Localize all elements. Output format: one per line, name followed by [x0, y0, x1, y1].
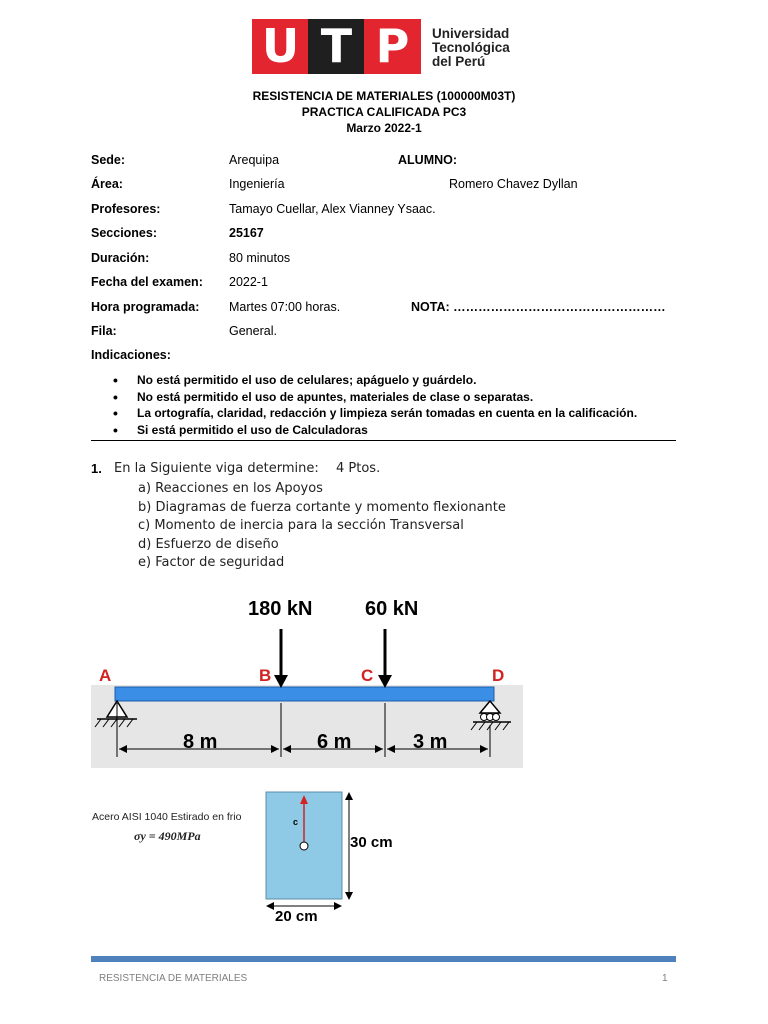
width-arrow-right: [334, 902, 342, 910]
beam-diagram: [91, 585, 523, 768]
duracion-label: Duración:: [91, 251, 150, 265]
question-item-d: d) Esfuerzo de diseño: [138, 537, 279, 552]
load-c-label: 60 kN: [365, 598, 419, 620]
span-bc-label: 6 m: [317, 731, 352, 753]
beam: [115, 687, 494, 701]
logo-text-line-2: Tecnológica: [432, 40, 510, 55]
area-label: Área:: [91, 177, 123, 191]
logo-university-name: [432, 27, 510, 69]
indicaciones-list: [113, 373, 637, 439]
footer-course: RESISTENCIA DE MATERIALES: [99, 973, 248, 984]
logo-letter-u: U: [252, 19, 309, 74]
question-item-a: a) Reacciones en los Apoyos: [138, 481, 323, 496]
logo-text-line-3: del Perú: [432, 54, 486, 69]
material-label: Acero AISI 1040 Estirado en frio: [92, 811, 242, 823]
width-label: 20 cm: [275, 908, 318, 925]
height-arrow-bottom: [345, 892, 353, 900]
load-arrow-b: [274, 629, 288, 688]
indicaciones-label: Indicaciones:: [91, 348, 171, 362]
sede-label: Sede:: [91, 153, 126, 167]
point-d-label: D: [492, 666, 505, 685]
nota-label: NOTA: ……………………………………………: [411, 300, 666, 314]
divider: [91, 440, 676, 441]
point-b-label: B: [259, 666, 272, 685]
width-arrow-left: [266, 902, 274, 910]
alumno-label: ALUMNO:: [398, 153, 458, 167]
cross-section-diagram: [258, 788, 408, 928]
alumno-value: Romero Chavez Dyllan: [449, 177, 578, 191]
height-label: 30 cm: [350, 834, 393, 851]
question-item-c: c) Momento de inercia para la sección Transversal: [138, 518, 464, 533]
indicacion-item: • No está permitido el uso de apuntes, materiales de clase o separatas.: [113, 390, 637, 407]
profesores-value: Tamayo Cuellar, Alex Vianney Ysaac.: [229, 202, 436, 216]
exam-date: Marzo 2022-1: [346, 121, 422, 135]
profesores-label: Profesores:: [91, 202, 161, 216]
duracion-value: 80 minutos: [229, 251, 291, 265]
load-b-label: 180 kN: [248, 598, 313, 620]
centroid-icon: [300, 842, 308, 850]
point-c-label: C: [361, 666, 374, 685]
logo-letter-t: T: [308, 19, 365, 74]
page-number: 1: [662, 973, 668, 984]
course-title: RESISTENCIA DE MATERIALES (100000M03T): [252, 89, 516, 103]
indicacion-item: • No está permitido el uso de celulares; apáguelo y guárdelo.: [113, 373, 637, 390]
indicacion-item: • Si está permitido el uso de Calculadoras: [113, 423, 637, 440]
fecha-label: Fecha del examen:: [91, 275, 203, 289]
footer-bar: [91, 956, 676, 962]
area-value: Ingeniería: [229, 177, 285, 191]
question-number: 1.: [91, 461, 102, 476]
question-points: 4 Ptos.: [336, 461, 381, 476]
span-ab-label: 8 m: [183, 731, 218, 753]
logo-letter-p: P: [364, 19, 421, 74]
hora-label: Hora programada:: [91, 300, 200, 314]
fila-label: Fila:: [91, 324, 117, 338]
height-arrow-top: [345, 792, 353, 800]
c-label: c: [293, 817, 299, 827]
load-arrow-c: [378, 629, 392, 688]
secciones-value: 25167: [229, 226, 264, 240]
hora-value: Martes 07:00 horas.: [229, 300, 341, 314]
fila-value: General.: [229, 324, 277, 338]
question-item-e: e) Factor de seguridad: [138, 555, 285, 570]
yield-stress: σy = 490MPa: [134, 829, 201, 843]
question-text: En la Siguiente viga determine:: [114, 461, 319, 476]
sede-value: Arequipa: [229, 153, 280, 167]
secciones-label: Secciones:: [91, 226, 158, 240]
point-a-label: A: [99, 666, 112, 685]
indicacion-item: • La ortografía, claridad, redacción y limpieza serán tomadas en cuenta en la calificación.: [113, 406, 637, 423]
span-cd-label: 3 m: [413, 731, 448, 753]
logo-text-line-1: Universidad: [432, 26, 510, 41]
exam-title: PRACTICA CALIFICADA PC3: [301, 105, 467, 119]
fecha-value: 2022-1: [229, 275, 268, 289]
question-item-b: b) Diagramas de fuerza cortante y momento flexionante: [138, 500, 506, 515]
